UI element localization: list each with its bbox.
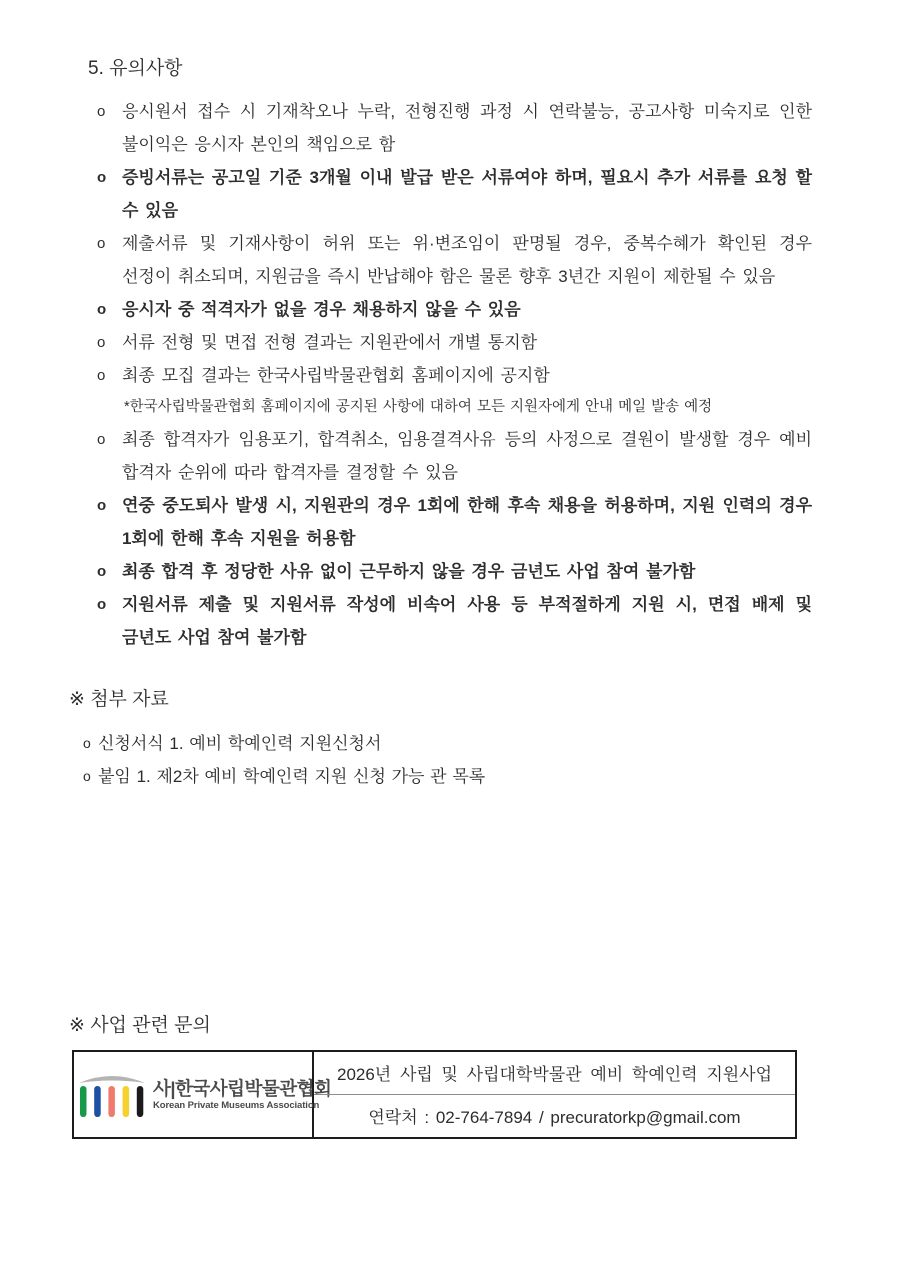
bullet-marker: o bbox=[97, 301, 107, 318]
bullet-text: 최종 합격자가 임용포기, 합격취소, 임용결격사유 등의 사정으로 결원이 발생할 경우 예비 합격자 순위에 따라 합격자를 결정할 수 있음 bbox=[122, 430, 812, 482]
bullet-note: *한국사립박물관협회 홈페이지에 공지된 사항에 대하여 모든 지원자에게 안내 메일 발송 예정 bbox=[124, 399, 713, 415]
bullet-marker: o bbox=[97, 497, 107, 514]
note-bullet bbox=[88, 489, 812, 555]
note-bullet bbox=[88, 161, 812, 227]
bullet-marker: o bbox=[83, 735, 91, 751]
bullet-marker: o bbox=[97, 103, 106, 120]
bullet-marker: o bbox=[83, 768, 91, 784]
note-bullet bbox=[88, 359, 812, 423]
section-notes bbox=[88, 56, 812, 654]
bullet-text: 지원서류 제출 및 지원서류 작성에 비속어 사용 등 부적절하게 지원 시, 면접 배제 및 금년도 사업 참여 불가함 bbox=[122, 595, 812, 647]
bullet-marker: o bbox=[97, 367, 106, 384]
note-bullet bbox=[88, 227, 812, 293]
org-name-english: Korean Private Museums Association bbox=[153, 1099, 320, 1111]
bullet-marker: o bbox=[97, 431, 106, 448]
contact-table bbox=[72, 1050, 797, 1139]
org-logo-cell bbox=[74, 1052, 332, 1137]
bullet-marker: o bbox=[97, 596, 107, 613]
attachment-text: 신청서식 1. 예비 학예인력 지원신청서 bbox=[98, 734, 382, 753]
attachments-heading: ※ 첨부 자료 bbox=[69, 689, 169, 710]
bullet-text: 응시원서 접수 시 기재착오나 누락, 전형진행 과정 시 연락불능, 공고사항 미숙지로 인한 불이익은 응시자 본인의 책임으로 함 bbox=[122, 102, 812, 154]
bullet-marker: o bbox=[97, 334, 106, 351]
inquiry-heading: ※ 사업 관련 문의 bbox=[69, 1015, 211, 1036]
section-heading: 5. 유의사항 bbox=[88, 58, 183, 79]
program-title: 2026년 사립 및 사립대학박물관 예비 학예인력 지원사업 bbox=[314, 1052, 795, 1095]
bullet-text: 연중 중도퇴사 발생 시, 지원관의 경우 1회에 한해 후속 채용을 허용하며, 지원 인력의 경우 1회에 한해 후속 지원을 허용함 bbox=[122, 496, 812, 548]
bullet-text: 최종 모집 결과는 한국사립박물관협회 홈페이지에 공지함 *한국사립박물관협회 홈페이지에 공지된 사항에 대하여 모든 지원자에게 안내 메일 발송 예정 bbox=[122, 359, 812, 423]
attachments-list bbox=[69, 727, 812, 793]
note-bullet bbox=[88, 555, 812, 588]
bullet-text: 서류 전형 및 면접 전형 결과는 지원관에서 개별 통지함 bbox=[122, 333, 538, 352]
bullet-text: 제출서류 및 기재사항이 허위 또는 위·변조임이 판명될 경우, 중복수혜가 확인된 경우 선정이 취소되며, 지원금을 즉시 반납해야 함은 물론 향후 3년간 지원이 제한될 수 있음 bbox=[122, 234, 812, 286]
contact-info: 연락처 : 02-764-7894 / precuratorkp@gmail.com bbox=[368, 1108, 741, 1128]
note-bullet bbox=[88, 293, 812, 326]
bullet-marker: o bbox=[97, 235, 106, 252]
section-attachments bbox=[69, 687, 812, 793]
attachment-item bbox=[83, 760, 812, 793]
note-bullet bbox=[88, 326, 812, 359]
notes-list bbox=[88, 95, 812, 654]
bullet-marker: o bbox=[97, 169, 107, 186]
org-name-block bbox=[153, 1078, 331, 1112]
bullet-marker: o bbox=[97, 563, 107, 580]
bullet-text: 응시자 중 적격자가 없을 경우 채용하지 않을 수 있음 bbox=[122, 300, 521, 319]
attachment-text: 붙임 1. 제2차 예비 학예인력 지원 신청 가능 관 목록 bbox=[98, 767, 486, 786]
attachment-item bbox=[83, 727, 812, 760]
bullet-text: 최종 합격 후 정당한 사유 없이 근무하지 않을 경우 금년도 사업 참여 불가함 bbox=[122, 562, 696, 581]
section-inquiry bbox=[69, 1013, 812, 1139]
note-bullet bbox=[88, 588, 812, 654]
org-name-korean: 사|한국사립박물관협회 bbox=[153, 1077, 332, 1099]
museum-columns-icon bbox=[78, 1072, 146, 1118]
note-bullet bbox=[88, 423, 812, 489]
note-bullet bbox=[88, 95, 812, 161]
kpma-logo bbox=[78, 1072, 331, 1118]
bullet-text: 증빙서류는 공고일 기준 3개월 이내 발급 받은 서류여야 하며, 필요시 추가 서류를 요청 할 수 있음 bbox=[122, 168, 812, 220]
